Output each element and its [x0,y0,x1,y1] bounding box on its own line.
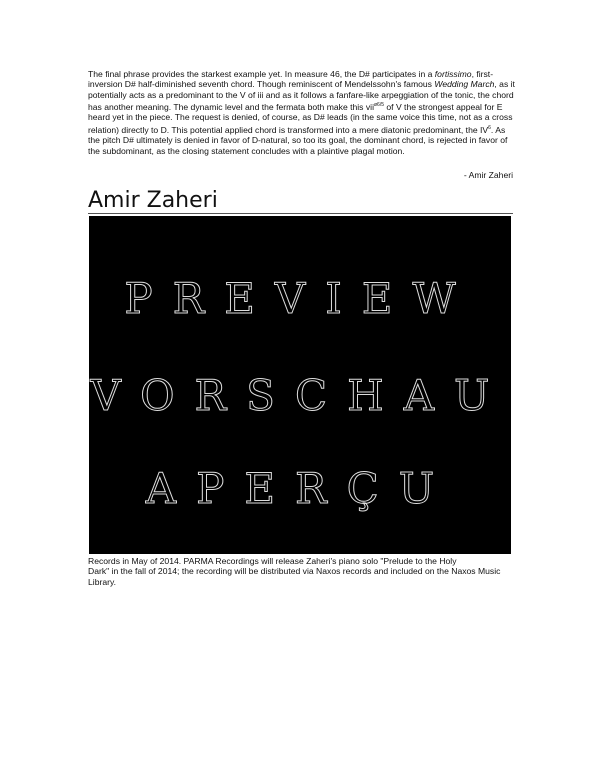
chord-superscript: ø6/5 [373,102,384,109]
partial-line-text: Records in May of 2014. PARMA Recordings will release Zaheri's piano solo "Prelude to the Holy [88,556,457,566]
text: , as it potentially acts as a predominant to the V of iii and as it follows a fanfare-like arpeggiation of the tonic, the chord has another meaning. The dynamic level and the fermata both make this vii [88,79,515,113]
text: The final phrase provides the starkest example yet. In measure 46, the D# participates in a [88,69,435,79]
section-heading: Amir Zaheri [88,188,218,213]
watermark-apercu: APERÇU [145,464,455,513]
signature: - Amir Zaheri [463,170,513,180]
watermark-preview: PREVIEW [124,274,476,323]
program-note-paragraph [88,69,518,156]
chord-superscript: 6 [488,124,491,131]
text: . As the pitch D# ultimately is denied in favor of D-natural, so too its goal, the dominant chord, is rejected in favor of the subdominant, as the closing statement concludes with a plaintive plagal motion. [88,124,508,156]
italic-title: Wedding March [434,79,495,90]
bio-paragraph-tail [88,556,518,587]
bio-text: Dark" in the fall of 2014; the recording will be distributed via Naxos records and included on the Naxos Music Library. [88,566,501,587]
divider [88,213,513,214]
text: of V the strongest appeal for E heard yet in the piece. The request is denied, of course, as D# leads (in the same voice this time, not as a cross relation) directly to D. This potential applied chord is transformed into a mere diatonic predominant, the IV [88,102,513,135]
italic-term: fortissimo [434,69,472,79]
watermark-vorschau: VORSCHAU [90,371,510,420]
text: , first-inversion D# half-diminished seventh chord. Though reminiscent of Mendelssohn's famous [88,69,494,90]
preview-overlay [89,216,511,554]
